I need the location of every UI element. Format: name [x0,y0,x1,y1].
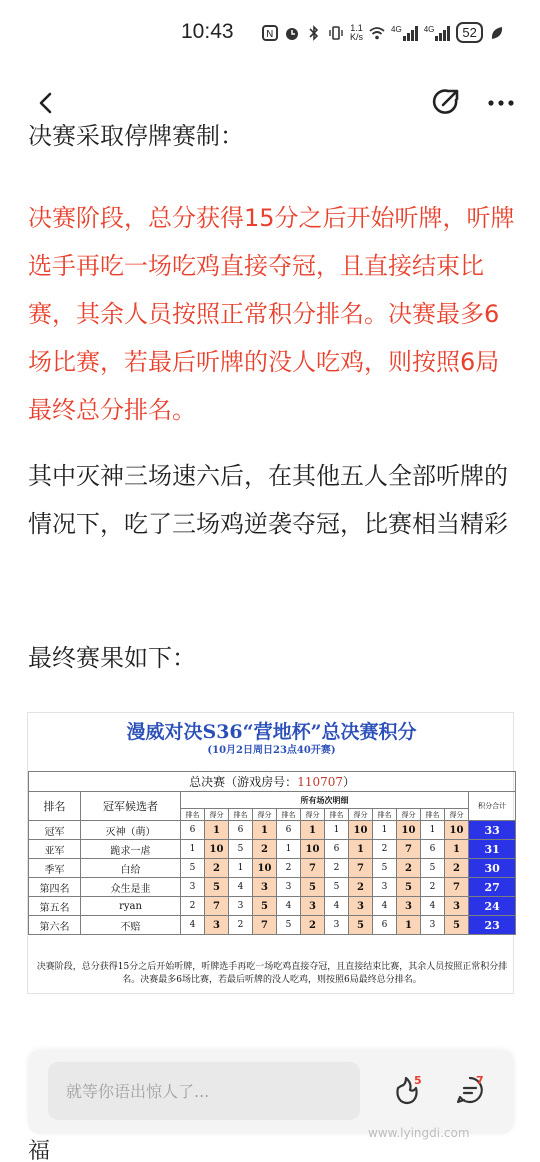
status-bar [0,0,540,66]
game-score: 2 [397,859,421,878]
row-player: 不赔 [81,916,181,935]
game-rank: 6 [229,821,253,840]
table-header-main [29,772,516,792]
cut-off-line-text: 决赛采取停牌赛制： [28,124,244,150]
game-score: 10 [301,840,325,859]
vibrate-icon [328,25,344,41]
subheader-score: 得分 [301,809,325,821]
image-note: 决赛阶段，总分获得15分之后开始听牌，听牌选手再吃一场吃鸡直接夺冠，且直接结束比赛，其余人员按照正常积分排名。决赛最多6场比赛，若最后听牌的没人吃鸡，则按照6局最终总分排名。 [36,962,508,985]
result-image[interactable] [27,712,514,994]
nav-bar [0,74,540,130]
game-score: 7 [349,859,373,878]
subheader-score: 得分 [253,809,277,821]
subheader-score: 得分 [397,809,421,821]
comment-input[interactable] [48,1062,360,1120]
game-rank: 3 [421,916,445,935]
network-speed [350,24,363,42]
signal-1-icon [391,25,418,41]
row-place: 季军 [29,859,81,878]
game-score: 3 [397,897,421,916]
row-place: 第五名 [29,897,81,916]
image-title: 漫威对决S36“营地杯”总决赛积分 [126,721,417,743]
game-rank: 5 [277,916,301,935]
game-rank: 2 [181,897,205,916]
table-row [29,821,516,840]
row-total: 27 [469,878,516,897]
header-main-cell [29,772,516,792]
game-rank: 1 [277,840,301,859]
row-total: 30 [469,859,516,878]
signal-2-icon [424,25,451,41]
row-player: 白给 [81,859,181,878]
row-player: 灭神（萌） [81,821,181,840]
game-rank: 4 [325,897,349,916]
subheader-rank: 排名 [373,809,397,821]
game-score: 10 [349,821,373,840]
subheader-rank: 排名 [421,809,445,821]
game-rank: 3 [277,878,301,897]
game-score: 1 [301,821,325,840]
game-score: 2 [301,916,325,935]
more-dots-icon[interactable] [486,88,516,118]
subheader-rank: 排名 [229,809,253,821]
game-rank: 1 [373,821,397,840]
subheader-rank: 排名 [181,809,205,821]
bluetooth-icon [306,25,322,41]
game-score: 1 [397,916,421,935]
game-score: 3 [349,897,373,916]
game-score: 5 [349,916,373,935]
game-rank: 1 [229,859,253,878]
game-rank: 4 [229,878,253,897]
status-icons [262,22,505,43]
game-score: 2 [349,878,373,897]
game-score: 5 [253,897,277,916]
table-row [29,840,516,859]
col-total-header: 积分合计 [469,792,516,821]
game-score: 5 [397,878,421,897]
status-time: 10:43 [181,20,234,43]
row-place: 冠军 [29,821,81,840]
game-score: 5 [445,916,469,935]
speed-value: 1.1 [350,22,363,33]
game-rank: 5 [421,859,445,878]
game-score: 2 [445,859,469,878]
room-number: 110707 [297,775,343,789]
signal-1-label: 4G [391,24,402,34]
game-rank: 2 [421,878,445,897]
wifi-icon [369,25,385,41]
alarm-icon [284,25,300,41]
game-score: 1 [349,840,373,859]
game-rank: 6 [181,821,205,840]
game-score: 10 [205,840,229,859]
chevron-left-icon[interactable] [32,88,62,118]
watermark: www.lyingdi.com [368,1126,470,1140]
game-score: 7 [397,840,421,859]
comment-bar [28,1050,514,1134]
game-score: 3 [445,897,469,916]
image-subtitle: (10月2日周日23点40开赛) [207,745,336,756]
signal-2-label: 4G [423,24,435,34]
subheader-score: 得分 [445,809,469,821]
game-score: 1 [445,840,469,859]
game-score: 10 [397,821,421,840]
row-total: 24 [469,897,516,916]
subheader-score: 得分 [205,809,229,821]
game-score: 3 [253,878,277,897]
game-rank: 4 [421,897,445,916]
red-paragraph: 决赛阶段，总分获得15分之后开始听牌，听牌选手再吃一场吃鸡直接夺冠，且直接结束比赛，其余人员按照正常积分排名。决赛最多6场比赛，若最后听牌的没人吃鸡，则按照6局最终总分排名。 [28,204,515,424]
game-score: 7 [205,897,229,916]
row-player: 众生是韭 [81,878,181,897]
game-score: 10 [445,821,469,840]
game-score: 2 [205,859,229,878]
row-total: 33 [469,821,516,840]
cut-off-line [28,124,508,154]
game-score: 5 [301,878,325,897]
game-rank: 5 [181,859,205,878]
result-table [28,771,516,935]
share-arrow-icon[interactable] [430,86,462,118]
below-edge-char: 福 [28,1139,51,1162]
table-row [29,859,516,878]
battery-indicator: 52 [456,22,482,43]
game-rank: 4 [373,897,397,916]
col-player-header: 冠军候选者 [81,792,181,821]
game-rank: 5 [229,840,253,859]
game-score: 1 [205,821,229,840]
game-rank: 6 [421,840,445,859]
game-rank: 6 [277,821,301,840]
game-rank: 2 [277,859,301,878]
final-heading: 最终赛果如下： [28,644,196,672]
game-rank: 6 [373,916,397,935]
game-score: 1 [253,821,277,840]
game-rank: 5 [325,878,349,897]
game-rank: 6 [325,840,349,859]
header-main-text: 总决赛（游戏房号： [189,775,298,789]
game-score: 3 [205,916,229,935]
game-rank: 2 [229,916,253,935]
subheader-score: 得分 [349,809,373,821]
game-score: 7 [301,859,325,878]
row-place: 第四名 [29,878,81,897]
row-place: 第六名 [29,916,81,935]
subheader-rank: 排名 [277,809,301,821]
table-row [29,916,516,935]
table-header-row [29,792,516,809]
game-rank: 2 [325,859,349,878]
game-score: 7 [445,878,469,897]
game-rank: 4 [181,916,205,935]
nfc-icon [262,25,278,41]
game-score: 7 [253,916,277,935]
game-score: 2 [253,840,277,859]
like-count: 5 [414,1074,422,1087]
col-rank-header: 排名 [29,792,81,821]
game-score: 5 [205,878,229,897]
game-rank: 3 [373,878,397,897]
subheader-rank: 排名 [325,809,349,821]
game-rank: 1 [181,840,205,859]
svg-text:N: N [266,28,274,40]
row-player: 跪求一虐 [81,840,181,859]
below-edge-text [28,1138,68,1162]
game-score: 3 [301,897,325,916]
table-row [29,878,516,897]
game-rank: 4 [277,897,301,916]
row-player: ryan [81,897,181,916]
header-close: ） [343,775,356,789]
game-rank: 2 [373,840,397,859]
row-total: 23 [469,916,516,935]
comment-count: 7 [476,1074,484,1087]
game-rank: 1 [421,821,445,840]
speed-unit: K/s [350,31,364,42]
body-paragraph: 其中灭神三场速六后，在其他五人全部听牌的情况下，吃了三场鸡逆袭夺冠，比赛相当精彩 [28,462,508,538]
game-rank: 3 [181,878,205,897]
game-rank: 1 [325,821,349,840]
game-score: 10 [253,859,277,878]
table-row [29,897,516,916]
game-rank: 5 [373,859,397,878]
game-rank: 3 [229,897,253,916]
row-total: 31 [469,840,516,859]
row-place: 亚军 [29,840,81,859]
game-rank: 3 [325,916,349,935]
leaf-icon [489,25,505,41]
col-detail-header: 所有场次明细 [181,792,469,809]
